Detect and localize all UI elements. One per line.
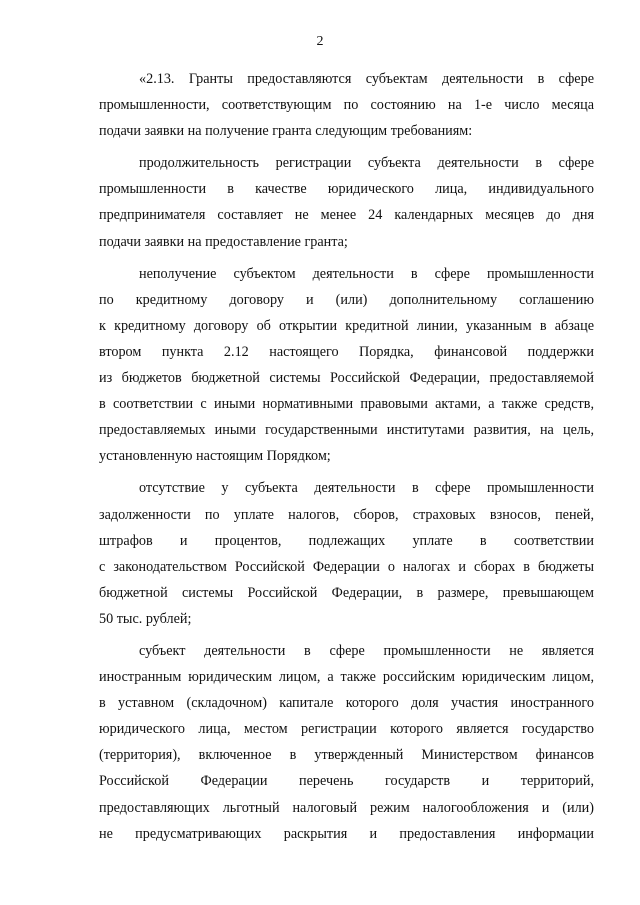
text-line: промышленности, соответствующим по состоянию на 1-е число месяца — [99, 97, 594, 114]
paragraph-no-tax-debt — [99, 475, 594, 632]
text-line: предпринимателя составляет не менее 24 календарных месяцев до дня — [99, 207, 594, 224]
text-line: к кредитному договору об открытии кредитной линии, указанным в абзаце — [99, 317, 594, 334]
text-line: из бюджетов бюджетной системы Российской Федерации, предоставляемой — [99, 370, 594, 387]
text-line: Российской Федерации перечень государств и территорий, — [99, 773, 594, 790]
text-line: установленную настоящим Порядком; — [99, 448, 331, 465]
document-body — [99, 66, 594, 853]
text-line: по кредитному договору и (или) дополнительному соглашению — [99, 291, 594, 308]
text-line: задолженности по уплате налогов, сборов, страховых взносов, пеней, — [99, 506, 594, 523]
text-line: предоставляющих льготный налоговый режим налогообложения и (или) — [99, 799, 594, 816]
text-line: подачи заявки на предоставление гранта; — [99, 233, 348, 250]
text-line: бюджетной системы Российской Федерации, в размере, превышающем — [99, 584, 594, 601]
page-number: 2 — [316, 34, 324, 49]
text-line: продолжительность регистрации субъекта деятельности в сфере — [139, 155, 594, 172]
text-line: предоставляемых иными государственными институтами развития, на цель, — [99, 422, 594, 439]
text-line: отсутствие у субъекта деятельности в сфере промышленности — [139, 480, 594, 497]
text-line: подачи заявки на получение гранта следующим требованиям: — [99, 123, 473, 140]
paragraph-2-13-intro — [99, 66, 594, 144]
text-line: юридического лица, местом регистрации которого является государство — [99, 721, 594, 738]
text-line: «2.13. Гранты предоставляются субъектам деятельности в сфере — [139, 71, 594, 87]
paragraph-not-foreign-entity — [99, 638, 594, 847]
text-line: не предусматривающих раскрытия и предоставления информации — [99, 825, 594, 842]
text-line: в соответствии с иными нормативными правовыми актами, а также средств, — [99, 396, 594, 413]
text-line: штрафов и процентов, подлежащих уплате в соответствии — [99, 532, 594, 549]
text-line: с законодательством Российской Федерации о налогах и сборах в бюджеты — [99, 558, 594, 575]
text-line: в уставном (складочном) капитале которого доля участия иностранного — [99, 695, 594, 712]
text-line: неполучение субъектом деятельности в сфере промышленности — [139, 265, 594, 282]
text-line: (территория), включенное в утвержденный Министерством финансов — [99, 747, 594, 764]
paragraph-registration-duration — [99, 150, 594, 254]
paragraph-no-financial-support — [99, 261, 594, 470]
text-line: иностранным юридическим лицом, а также российским юридическим лицом, — [99, 669, 594, 686]
text-line: субъект деятельности в сфере промышленности не является — [139, 642, 594, 659]
text-line: 50 тыс. рублей; — [99, 610, 192, 627]
text-line: втором пункта 2.12 настоящего Порядка, финансовой поддержки — [99, 343, 594, 360]
text-line: промышленности в качестве юридического лица, индивидуального — [99, 181, 594, 198]
